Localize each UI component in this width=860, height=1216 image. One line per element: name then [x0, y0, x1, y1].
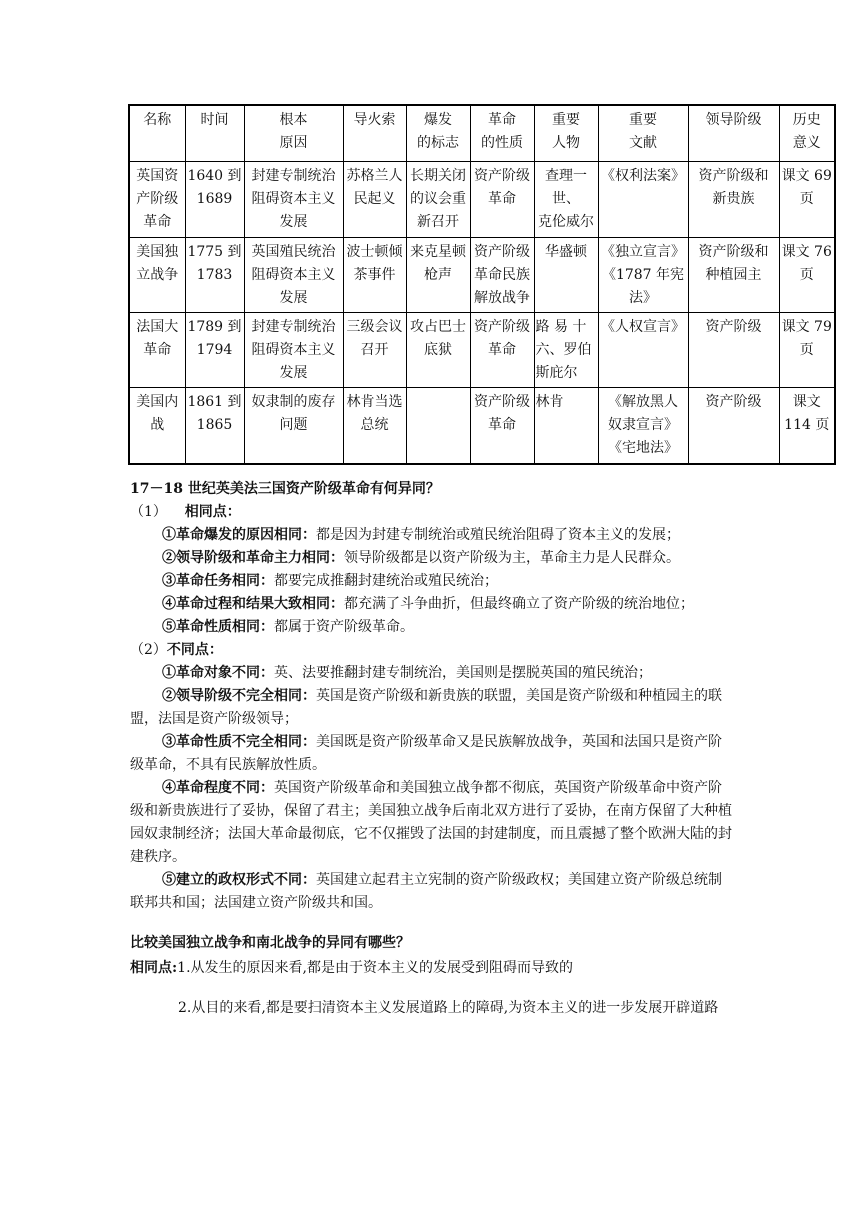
header-cell-line: 重要: [629, 112, 657, 128]
cell-name-line: 美国独: [136, 244, 179, 260]
cell-people: [534, 238, 598, 313]
table-row: [129, 238, 835, 313]
question-2-point-1: [130, 957, 732, 980]
list-item-label: ①革命对象不同：: [162, 665, 274, 681]
list-item: [130, 777, 732, 869]
list-item-label: ③革命任务相同：: [162, 573, 274, 589]
cell-meaning-line: 页: [799, 267, 814, 283]
cell-docs-line: 法》: [629, 290, 657, 306]
cell-time-line: 1640 到: [187, 168, 242, 184]
cell-nature-line: 资产阶级: [474, 168, 530, 184]
list-item-text: 都是因为封建专制统治或殖民统治阻碍了资本主义的发展；: [316, 527, 680, 543]
similarities-label: 相同点：: [184, 504, 241, 520]
cell-people: [534, 313, 598, 388]
list-item: [130, 662, 732, 685]
header-cell-line: 革命: [488, 112, 516, 128]
cell-mark-line: 长期关闭: [410, 168, 466, 184]
cell-docs: [598, 238, 688, 313]
question-2-title: 比较美国独立战争和南北战争的异同有哪些？: [130, 935, 410, 951]
list-item-label: ⑤建立的政权形式不同：: [162, 872, 316, 888]
list-item-label: ④革命过程和结果大致相同：: [162, 596, 344, 612]
header-cell: [343, 105, 406, 162]
header-cell-line: 领导阶级: [705, 112, 762, 128]
cell-meaning-line: 页: [799, 191, 814, 207]
cell-people-line: 路 易 十: [535, 319, 587, 335]
cell-cause-line: 封建专制统治: [251, 319, 336, 335]
cell-people-line: 克伦威尔: [538, 214, 594, 230]
question-2-point-2: [130, 992, 732, 1025]
cell-cause-line: 发展: [279, 214, 308, 230]
cell-meaning: [779, 313, 835, 388]
cell-meaning: [779, 388, 835, 465]
cell-people-line: 林肯: [535, 394, 564, 410]
cell-docs-line: 《解放黑人: [608, 394, 678, 410]
cell-nature-line: 革命民族: [474, 267, 530, 283]
question-2-same-label: 相同点:: [130, 960, 178, 976]
similarities-heading: [130, 501, 732, 524]
list-item: [130, 547, 732, 570]
cell-meaning-line: 课文 79: [781, 319, 832, 335]
cell-class: [688, 313, 779, 388]
cell-name-line: 法国大: [136, 319, 179, 335]
differences-label: 不同点：: [166, 642, 223, 658]
cell-class-line: 资产阶级: [705, 319, 762, 335]
cell-cause-line: 问题: [279, 417, 308, 433]
cell-mark-line: 来克星顿: [410, 244, 466, 260]
header-cell-line: 名称: [143, 112, 172, 128]
header-cell-line: 爆发: [424, 112, 452, 128]
differences-list: [130, 662, 732, 915]
differences-heading: [130, 639, 732, 662]
cell-people: [534, 388, 598, 465]
cell-class-line: 资产阶级和: [698, 244, 769, 260]
list-item-label: ③革命性质不完全相同：: [162, 734, 316, 750]
cell-trigger-line: 三级会议: [346, 319, 403, 335]
cell-nature-line: 资产阶级: [474, 394, 530, 410]
question-2-section: [130, 932, 732, 1025]
cell-docs-line: 《1787 年宪: [601, 267, 685, 283]
cell-trigger-line: 总统: [360, 417, 389, 433]
list-item-label: ①革命爆发的原因相同：: [162, 527, 316, 543]
similarities-number: （1）: [130, 504, 167, 520]
list-item: [130, 616, 732, 639]
cell-docs-line: 《独立宣言》: [601, 244, 685, 260]
list-item-label: ②领导阶级不完全相同：: [162, 688, 316, 704]
cell-trigger-line: 民起义: [353, 191, 396, 207]
header-cell: [185, 105, 244, 162]
cell-trigger: [343, 238, 406, 313]
cell-cause-line: 奴隶制的废存: [251, 394, 336, 410]
cell-cause-line: 英国殖民统治: [251, 244, 336, 260]
cell-nature: [470, 313, 534, 388]
cell-people-line: 六、罗伯: [535, 342, 592, 358]
cell-name-line: 立战争: [136, 267, 179, 283]
cell-class-line: 资产阶级和: [698, 168, 769, 184]
cell-cause-line: 发展: [279, 365, 308, 381]
list-item: [130, 570, 732, 593]
cell-nature-line: 革命: [488, 342, 516, 358]
cell-name-line: 战: [150, 417, 165, 433]
cell-mark: [406, 388, 470, 465]
list-item-text: 都充满了斗争曲折，但最终确立了资产阶级的统治地位；: [344, 596, 694, 612]
cell-class-line: 新贵族: [712, 191, 755, 207]
list-item-text: 美国既是资产阶级革命又是民族解放战争，英国和法国只是资产阶级革命，不具有民族解放性质。: [130, 734, 722, 773]
cell-meaning-line: 课文 69: [781, 168, 832, 184]
cell-meaning-line: 114 页: [784, 417, 830, 433]
table-row: [129, 388, 835, 465]
list-item-text: 英、法要推翻封建专制统治，美国则是摆脱英国的殖民统治；: [274, 665, 652, 681]
list-item-text: 英国是资产阶级和新贵族的联盟，美国是资产阶级和种植园主的联盟，法国是资产阶级领导；: [130, 688, 722, 727]
cell-time-line: 1689: [196, 191, 233, 207]
header-cell-line: 历史: [792, 112, 821, 128]
cell-people-line: 查理一: [545, 168, 587, 184]
question-2-point-1-text: 1.从发生的原因来看,都是由于资本主义的发展受到阻碍而导致的: [177, 960, 573, 976]
cell-meaning: [779, 162, 835, 238]
cell-name-line: 革命: [143, 342, 172, 358]
cell-cause-line: 阻碍资本主义: [251, 267, 336, 283]
cell-time: [185, 313, 244, 388]
list-item-text: 英国建立起君主立宪制的资产阶级政权；美国建立资产阶级总统制联邦共和国；法国建立资产阶级共和国。: [130, 872, 722, 911]
list-item: [130, 869, 732, 915]
cell-name-line: 革命: [143, 214, 172, 230]
header-cell-line: 导火索: [353, 112, 396, 128]
cell-trigger: [343, 388, 406, 465]
list-item: [130, 593, 732, 616]
cell-time-line: 1775 到: [187, 244, 242, 260]
cell-class-line: 种植园主: [705, 267, 762, 283]
header-cell-line: 的标志: [417, 135, 459, 151]
cell-time: [185, 388, 244, 465]
cell-time-line: 1783: [196, 267, 233, 283]
cell-nature: [470, 238, 534, 313]
cell-name: [129, 388, 185, 465]
header-cell: [244, 105, 343, 162]
list-item-text: 都属于资产阶级革命。: [274, 619, 414, 635]
table-row: [129, 162, 835, 238]
list-item: [130, 524, 732, 547]
cell-nature: [470, 388, 534, 465]
cell-meaning-line: 课文 76: [781, 244, 832, 260]
list-item-label: ②领导阶级和革命主力相同：: [162, 550, 344, 566]
cell-nature: [470, 162, 534, 238]
header-cell-line: 原因: [279, 135, 308, 151]
cell-trigger-line: 召开: [360, 342, 389, 358]
cell-trigger-line: 苏格兰人: [346, 168, 403, 184]
cell-meaning: [779, 238, 835, 313]
cell-class: [688, 388, 779, 465]
header-cell: [534, 105, 598, 162]
cell-mark: [406, 238, 470, 313]
cell-cause: [244, 313, 343, 388]
header-cell-line: 意义: [792, 135, 821, 151]
cell-docs-line: 《宅地法》: [608, 440, 678, 456]
cell-docs: [598, 313, 688, 388]
cell-docs-line: 《权利法案》: [601, 168, 685, 184]
cell-docs: [598, 162, 688, 238]
cell-cause: [244, 162, 343, 238]
cell-nature-line: 革命: [488, 191, 516, 207]
list-item-label: ⑤革命性质相同：: [162, 619, 274, 635]
cell-docs-line: 奴隶宣言》: [608, 417, 678, 433]
cell-trigger: [343, 313, 406, 388]
cell-time-line: 1865: [196, 417, 233, 433]
cell-mark: [406, 313, 470, 388]
header-cell-line: 根本: [279, 112, 308, 128]
header-cell: [598, 105, 688, 162]
header-cell-line: 文献: [629, 135, 657, 151]
list-item-text: 都要完成推翻封建统治或殖民统治；: [274, 573, 498, 589]
cell-meaning-line: 课文: [792, 394, 821, 410]
header-cell: [470, 105, 534, 162]
header-cell-line: 重要: [552, 112, 580, 128]
header-cell: [688, 105, 779, 162]
cell-time-line: 1789 到: [187, 319, 242, 335]
cell-people-line: 斯庇尔: [535, 365, 578, 381]
cell-mark-line: 枪声: [424, 267, 452, 283]
cell-people-line: 世、: [552, 191, 580, 207]
cell-docs: [598, 388, 688, 465]
cell-cause-line: 发展: [279, 290, 308, 306]
cell-time-line: 1794: [196, 342, 233, 358]
cell-name-line: 英国资: [136, 168, 179, 184]
revolutions-comparison-table: [128, 104, 836, 465]
list-item-label: ④革命程度不同：: [162, 780, 274, 796]
header-cell-line: 的性质: [481, 135, 523, 151]
cell-cause: [244, 238, 343, 313]
header-cell-line: 时间: [200, 112, 229, 128]
list-item: [130, 731, 732, 777]
header-cell: [406, 105, 470, 162]
cell-nature-line: 资产阶级: [474, 319, 530, 335]
cell-cause-line: 封建专制统治: [251, 168, 336, 184]
cell-cause-line: 阻碍资本主义: [251, 342, 336, 358]
question-1-title: 17－18 世纪英美法三国资产阶级革命有何异同？: [130, 481, 440, 497]
cell-cause-line: 阻碍资本主义: [251, 191, 336, 207]
cell-meaning-line: 页: [799, 342, 814, 358]
cell-people-line: 华盛顿: [545, 244, 587, 260]
cell-mark-line: 攻占巴士: [410, 319, 466, 335]
cell-trigger-line: 茶事件: [353, 267, 396, 283]
cell-name: [129, 313, 185, 388]
cell-docs-line: 《人权宣言》: [601, 319, 685, 335]
cell-time: [185, 238, 244, 313]
cell-time-line: 1861 到: [187, 394, 242, 410]
cell-class: [688, 162, 779, 238]
similarities-list: [130, 524, 732, 639]
header-cell: [129, 105, 185, 162]
cell-class: [688, 238, 779, 313]
cell-class-line: 资产阶级: [705, 394, 762, 410]
header-cell-line: 人物: [552, 135, 580, 151]
question-1-section: [130, 478, 732, 915]
cell-mark: [406, 162, 470, 238]
cell-nature-line: 解放战争: [474, 290, 530, 306]
table-row: [129, 313, 835, 388]
header-cell: [779, 105, 835, 162]
cell-trigger: [343, 162, 406, 238]
cell-name-line: 产阶级: [136, 191, 179, 207]
cell-name: [129, 238, 185, 313]
cell-name: [129, 162, 185, 238]
cell-trigger-line: 波士顿倾: [346, 244, 403, 260]
list-item-text: 领导阶级都是以资产阶级为主，革命主力是人民群众。: [344, 550, 680, 566]
table-header-row: [129, 105, 835, 162]
differences-number: （2）: [130, 642, 167, 658]
cell-mark-line: 的议会重: [410, 191, 466, 207]
cell-nature-line: 资产阶级: [474, 244, 530, 260]
cell-trigger-line: 林肯当选: [346, 394, 403, 410]
question-2-point-2-text: 2.从目的来看,都是要扫清资本主义发展道路上的障碍,为资本主义的进一步发展开辟道路: [178, 1000, 719, 1016]
list-item-text: 英国资产阶级革命和美国独立战争都不彻底，英国资产阶级革命中资产阶级和新贵族进行了妥协，保留了君主；美国独立战争后南北双方进行了妥协，在南方保留了大种植园奴隶制经济；法国大革命最彻底，它不仅摧毁了法国的封建制度，而且震撼了整个欧洲大陆的封建秩序。: [130, 780, 732, 865]
list-item: [130, 685, 732, 731]
cell-mark-line: 底狱: [424, 342, 452, 358]
cell-time: [185, 162, 244, 238]
cell-nature-line: 革命: [488, 417, 516, 433]
cell-name-line: 美国内: [136, 394, 179, 410]
cell-people: [534, 162, 598, 238]
cell-mark-line: 新召开: [417, 214, 459, 230]
cell-cause: [244, 388, 343, 465]
